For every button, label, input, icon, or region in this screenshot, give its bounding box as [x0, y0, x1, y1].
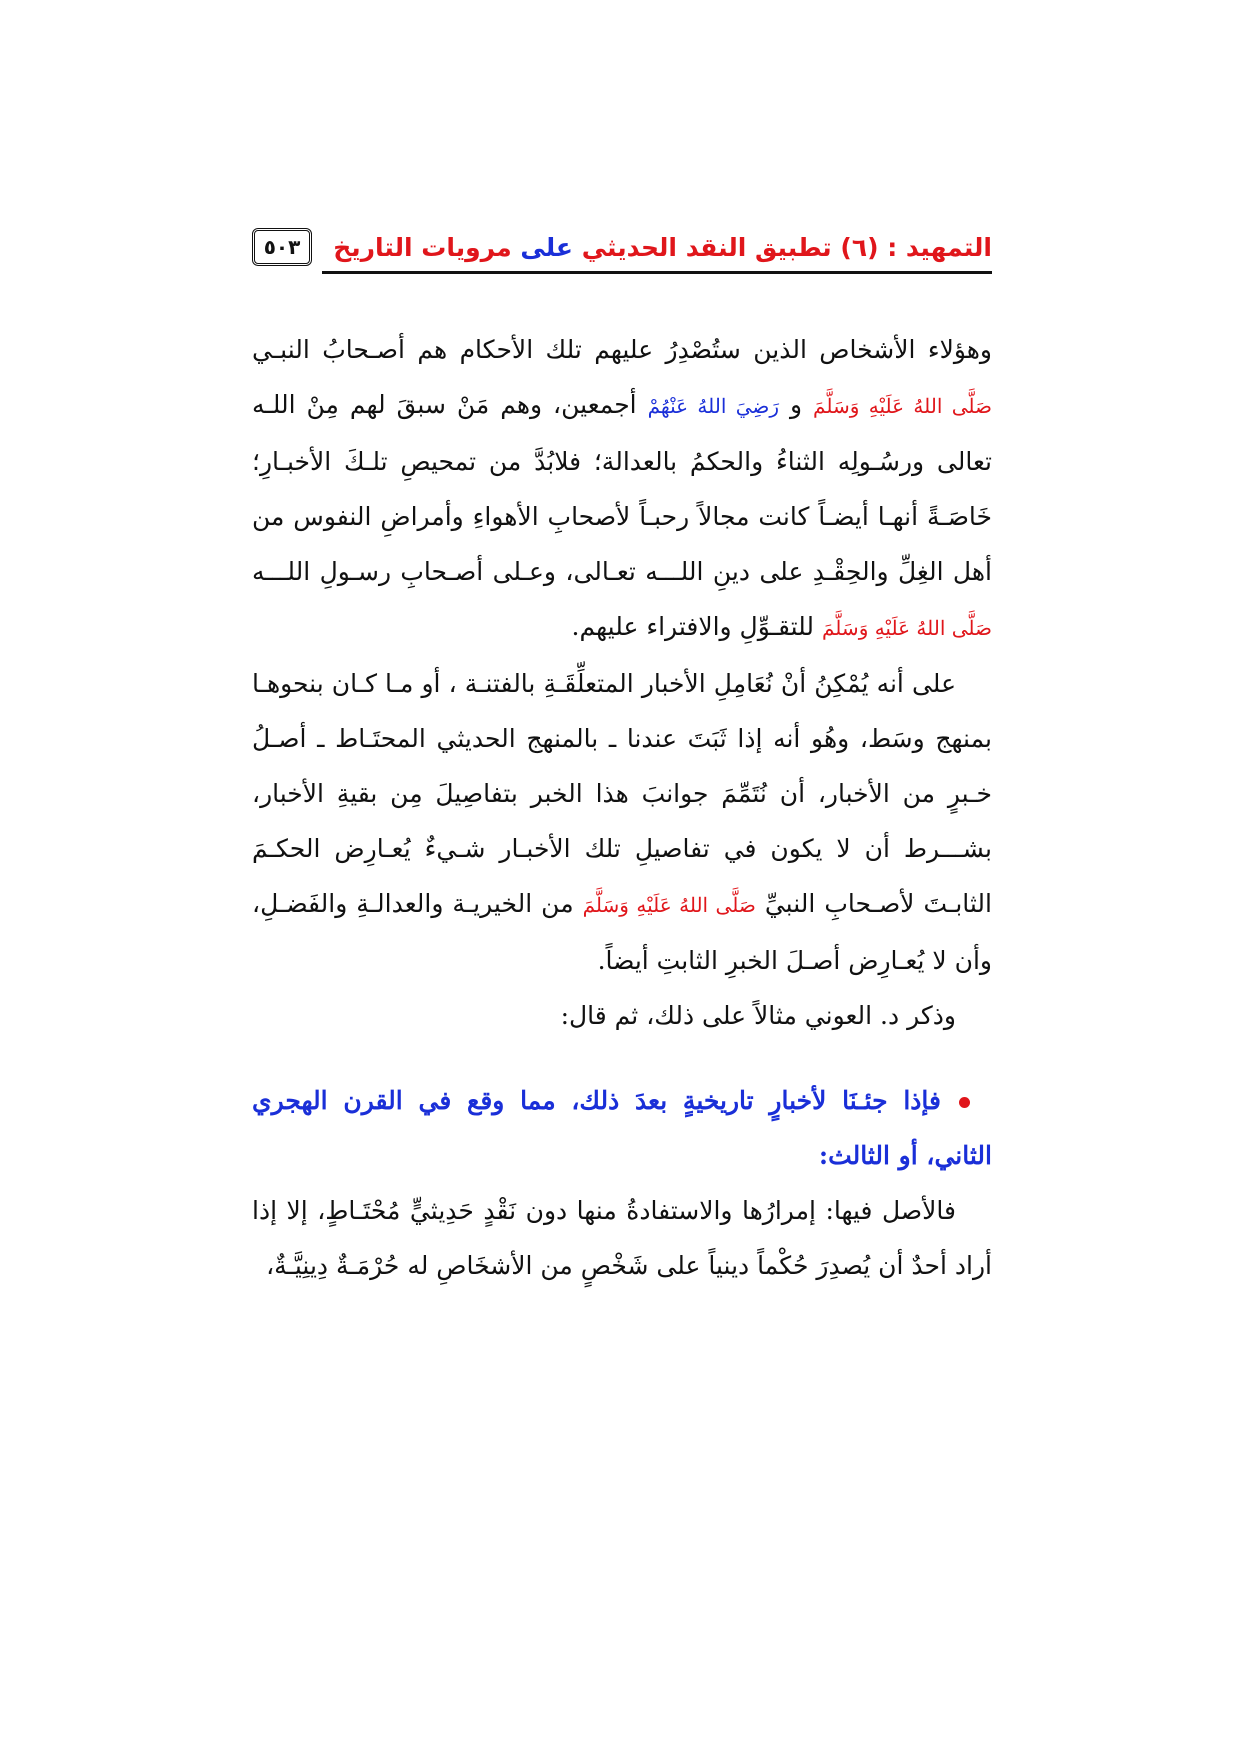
- header-title-part2: على: [520, 233, 573, 262]
- text-run: على أنه يُمْكِنُ أنْ نُعَامِلِ الأخبار المتعلِّقَـةِ بالفتنـة ، أو مـا كـان بنحوهـا بمنهج وسَط، وهُو أنه إذا ثَبَتَ عندنا ـ بالمنهج الحديثي المحتَـاط ـ أصـلُ خـبرٍ من الأخبار، أن نُتَمِّمَ جوانبَ هذا الخبر بتفاصِيلَ مِن بقيةِ الأخبار، بشـــرط أن لا يكون في تفاصيلِ تلك الأخبـار شـيءٌ يُعـارِض الحكـمَ الثابـتَ لأصـحابِ النبيِّ: [252, 669, 993, 918]
- page-number: ٥٠٣: [252, 228, 312, 266]
- paragraph-1: [252, 322, 992, 656]
- text-run: أجمعين، وهم مَنْ سبقَ لهم مِنْ اللـه تعالى ورسُـولِه الثناءُ والحكمُ بالعدالة؛ فلابُدَّ من تمحيصِ تلـكَ الأخبـارِ؛ خَاصَـةً أنهـا أيضـاً كانت مجالاً رحبـاً لأصحابِ الأهواءِ وأمراضِ النفوس من أهل الغِلِّ والحِقْـدِ على دينِ اللـــه تعـالى، وعـلى أصـحابِ رسـولِ اللـــه: [252, 390, 992, 586]
- honorific-salla: صَلَّى اللهُ عَلَيْهِ وَسَلَّمَ: [582, 893, 756, 917]
- text-run: و: [779, 390, 814, 419]
- text-run: للتقـوِّلِ والافتراء عليهم.: [571, 612, 822, 641]
- text-run: من الخيريـة والعدالـةِ والفَضـلِ، وأن لا يُعـارِض أصـلَ الخبرِ الثابتِ أيضاً.: [252, 889, 992, 975]
- bullet-text: فإذا جئـنَا لأخبارٍ تاريخيةٍ بعدَ ذلك، مما وقع في القرن الهجري الثاني، أو الثالث:: [252, 1086, 992, 1170]
- header-rule: [322, 271, 992, 274]
- bullet-paragraph: [252, 1073, 992, 1183]
- honorific-salla: صَلَّى اللهُ عَلَيْهِ وَسَلَّمَ: [813, 394, 993, 418]
- header-title-part1: التمهيد : (٦) تطبيق النقد الحديثي: [573, 233, 992, 262]
- text-run: وهؤلاء الأشخاص الذين ستُصْدِرُ عليهم تلك الأحكام هم أصـحابُ النبـي: [252, 335, 992, 364]
- body-text: [252, 322, 992, 1293]
- paragraph-4: فالأصل فيها: إمرارُها والاستفادةُ منها دون نَقْدٍ حَدِيثيٍّ مُحْتَـاطٍ، إلا إذا أراد أحدٌ أن يُصدِرَ حُكْماً دينياً على شَخْصٍ من الأشخَاصِ له حُرْمَـةٌ دِينِيَّـةٌ،: [252, 1196, 992, 1280]
- paragraph-3: وذكر د. العوني مثالاً على ذلك، ثم قال:: [560, 1001, 956, 1030]
- paragraph-2: [252, 656, 992, 988]
- header-title-part3: مرويات التاريخ: [333, 233, 521, 262]
- header-title: [333, 230, 992, 266]
- running-header: [252, 228, 992, 272]
- honorific-radi: رَضِيَ اللهُ عَنْهُمْ: [647, 394, 780, 418]
- honorific-salla: صَلَّى اللهُ عَلَيْهِ وَسَلَّمَ: [822, 616, 992, 640]
- bullet-dot-icon: [959, 1097, 970, 1108]
